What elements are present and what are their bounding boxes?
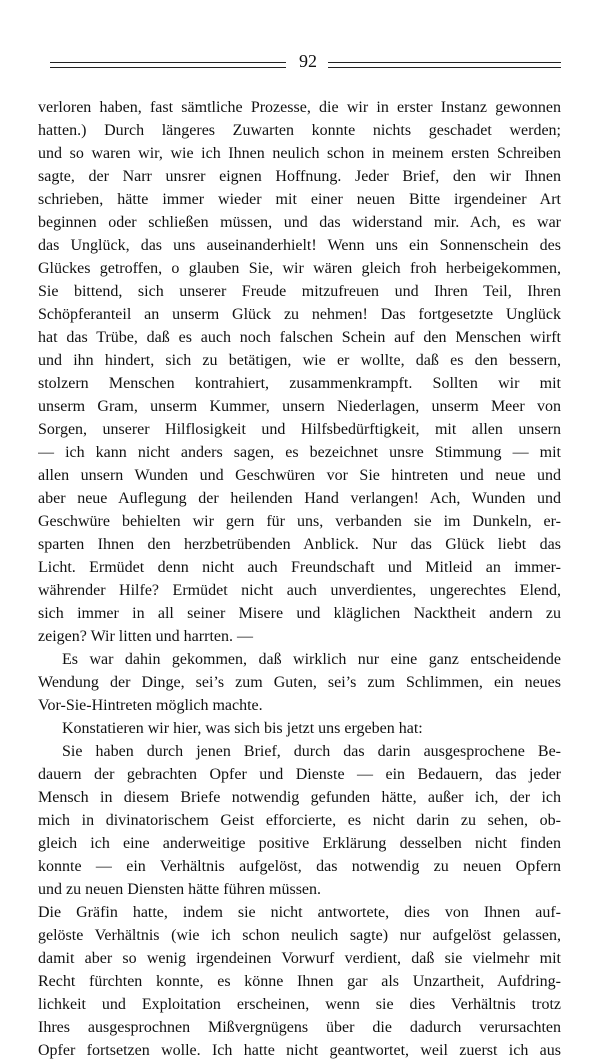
text-line: Sie bittend, sich unserer Freude mitzufreuen und Ihren Teil, Ihren bbox=[38, 283, 561, 300]
text-line: verloren haben, fast sämtliche Prozesse, die wir in erster Instanz gewonnen bbox=[38, 99, 561, 116]
text-line: Konstatieren wir hier, was sich bis jetzt uns ergeben hat: bbox=[62, 720, 423, 737]
text-line: und so waren wir, wie ich Ihnen neulich schon in meinem ersten Schreiben bbox=[38, 145, 561, 162]
book-page bbox=[38, 48, 561, 1059]
text-line: sagte, der Narr unsrer eignen Hoffnung. Jeder Brief, den wir Ihnen bbox=[38, 168, 561, 185]
text-line: und zu neuen Diensten hätte führen müssen. bbox=[38, 881, 322, 898]
text-line: Vor-Sie-Hintreten möglich machte. bbox=[38, 697, 263, 714]
text-line: gelöste Verhältnis (wie ich schon neulich sagte) nur aufgelöst gelassen, bbox=[38, 927, 561, 944]
text-line: Sie haben durch jenen Brief, durch das darin ausgesprochene Be- bbox=[62, 743, 561, 760]
text-line: sich immer in all seiner Misere und kläglichen Nacktheit andern zu bbox=[38, 605, 561, 622]
text-line: aber neue Auflegung der heilenden Hand verlangen! Ach, Wunden und bbox=[38, 490, 561, 507]
text-line: konnte — ein Verhältnis aufgelöst, das notwendig zu neuen Opfern bbox=[38, 858, 561, 875]
text-line: Es war dahin gekommen, daß wirklich nur eine ganz entscheidende bbox=[62, 651, 561, 668]
text-line: Glückes getroffen, o glauben Sie, wir wären gleich froh herbeigekommen, bbox=[38, 260, 561, 277]
text-line: Ihres ausgesprochnen Mißvergnügens über die dadurch verursachten bbox=[38, 1019, 561, 1036]
page-number: 92 bbox=[299, 51, 317, 71]
text-line: gleich ich eine anderweitige positive Erklärung desselben nicht finden bbox=[38, 835, 561, 852]
text-line: stolzern Menschen kontrahiert, zusammenkrampft. Sollten wir mit bbox=[38, 375, 561, 392]
text-line: währender Hilfe? Ermüdet nicht auch unverdientes, ungerechtes Elend, bbox=[38, 582, 561, 599]
text-line: dauern der gebrachten Opfer und Dienste — ein Bedauern, das jeder bbox=[38, 766, 561, 783]
text-line: das Unglück, das uns auseinanderhielt! Wenn uns ein Sonnenschein des bbox=[38, 237, 561, 254]
header-rule-right bbox=[328, 62, 561, 68]
text-line: Die Gräfin hatte, indem sie nicht antwortete, dies von Ihnen auf- bbox=[38, 904, 561, 921]
text-line: zeigen? Wir litten und harrten. — bbox=[38, 628, 253, 645]
text-line: hat das Trübe, daß es auch noch falschen Schein auf den Menschen wirft bbox=[38, 329, 561, 346]
page-header bbox=[38, 48, 561, 78]
text-line: Wendung der Dinge, sei’s zum Guten, sei’s zum Schlimmen, ein neues bbox=[38, 674, 561, 691]
text-line: Sorgen, unserer Hilflosigkeit und Hilfsbedürftigkeit, mit allen unsern bbox=[38, 421, 561, 438]
text-line: sparten Ihnen den herzbetrübenden Anblick. Nur das Glück liebt das bbox=[38, 536, 561, 553]
text-line: und ihn hindert, sich zu betätigen, wie er wollte, daß es den bessern, bbox=[38, 352, 561, 369]
text-line: schrieben, hätte immer wieder mit einer neuen Bitte irgendeiner Art bbox=[38, 191, 561, 208]
text-line: Recht fürchten konnte, es könne Ihnen gar als Unzartheit, Aufdring- bbox=[38, 973, 561, 990]
text-line: beginnen oder schließen müssen, und das widerstand mir. Ach, es war bbox=[38, 214, 561, 231]
text-line: mich in divinatorischem Geist efforcierte, es nicht darin zu sehen, ob- bbox=[38, 812, 561, 829]
body-text bbox=[38, 96, 561, 1062]
header-rule-left bbox=[50, 62, 286, 68]
text-line: Licht. Ermüdet denn nicht auch Freundschaft und Mitleid an immer- bbox=[38, 559, 561, 576]
text-line: Opfer fortsetzen wolle. Ich hatte nicht geantwortet, weil zuerst ich aus bbox=[38, 1042, 561, 1059]
text-line: damit aber so wenig irgendeinen Vorwurf verdient, daß sie vielmehr mit bbox=[38, 950, 561, 967]
text-line: — ich kann nicht anders sagen, es bezeichnet unsre Stimmung — mit bbox=[38, 444, 561, 461]
text-line: lichkeit und Exploitation erscheinen, wenn sie dies Verhältnis trotz bbox=[38, 996, 561, 1013]
text-line: allen unsern Wunden und Geschwüren vor Sie hintreten und neue und bbox=[38, 467, 561, 484]
text-line: hatten.) Durch längeres Zuwarten konnte nichts geschadet werden; bbox=[38, 122, 561, 139]
text-line: unserm Gram, unserm Kummer, unsern Niederlagen, unserm Meer von bbox=[38, 398, 561, 415]
text-line: Mensch in diesem Briefe notwendig gefunden hätte, außer ich, der ich bbox=[38, 789, 561, 806]
text-line: Schöpferanteil an unserm Glück zu nehmen! Das fortgesetzte Unglück bbox=[38, 306, 561, 323]
text-line: Geschwüre behielten wir gern für uns, verbanden sie im Dunkeln, er- bbox=[38, 513, 561, 530]
